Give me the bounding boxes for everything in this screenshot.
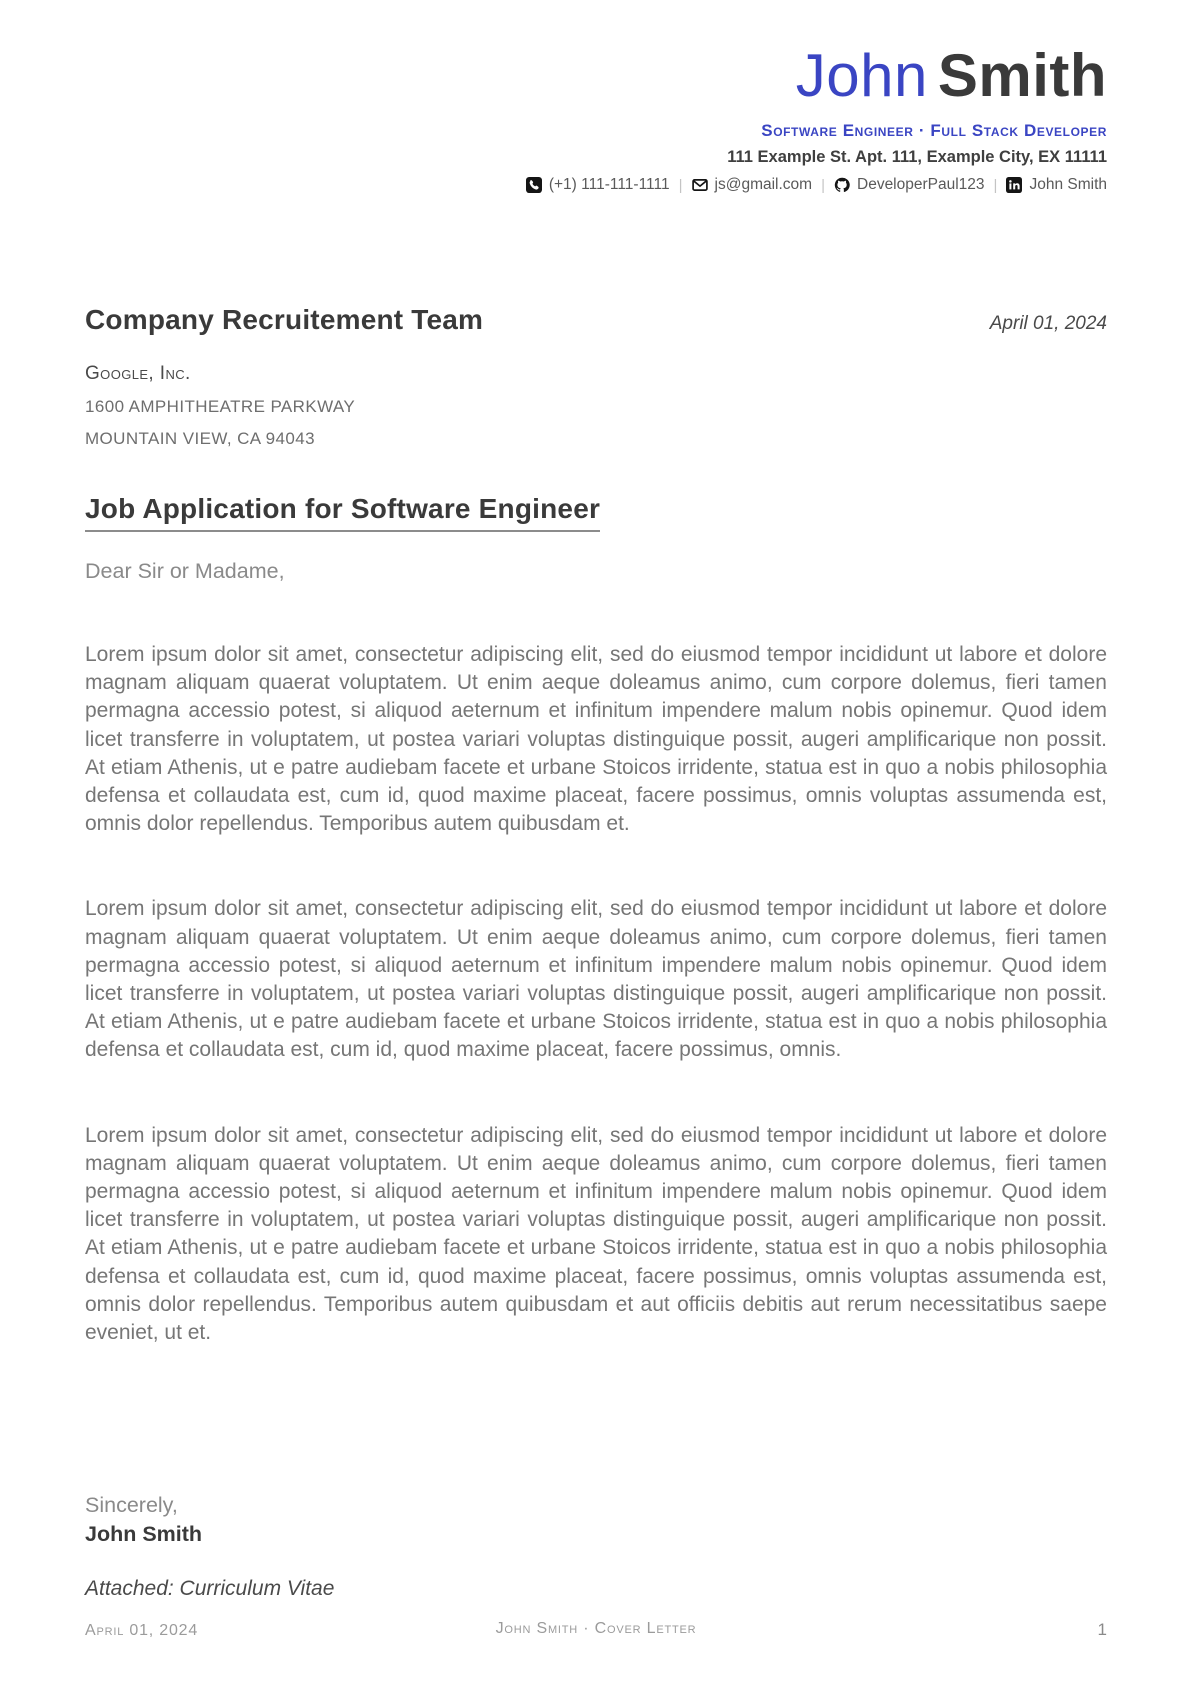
recipient-address-line: 1600 AMPHITHEATRE PARKWAY	[85, 397, 356, 416]
closing: Sincerely,	[85, 1493, 178, 1518]
github-icon	[834, 177, 850, 193]
contact-text: John Smith	[1029, 176, 1107, 193]
letter-body	[85, 641, 1107, 1347]
contact-item-github[interactable]	[834, 176, 985, 194]
contact-item-phone[interactable]	[526, 176, 670, 194]
contact-line	[85, 176, 1107, 194]
contact-item-envelope[interactable]	[692, 176, 813, 194]
last-name: Smith	[937, 42, 1107, 109]
contact-text: DeveloperPaul123	[857, 176, 985, 193]
contact-item-linkedin[interactable]	[1006, 176, 1107, 194]
contact-text: (+1) 111-111-1111	[548, 176, 670, 193]
recipient-company: Google, Inc.	[85, 363, 191, 384]
person-name	[85, 42, 1107, 109]
footer-doc-title: John Smith · Cover Letter	[495, 1620, 697, 1637]
footer-date: April 01, 2024	[85, 1622, 199, 1639]
body-paragraph: Lorem ipsum dolor sit amet, consectetur adipiscing elit, sed do eiusmod tempor incididunt ut labore et dolore magnam aliquam quaerat voluptatem. Ut enim aeque doleamus animo, cum corpore dolemus, fieri tamen permagna accessio potest, si aliquod aeternum et infinitum impendere malum nobis opinemur. Quod idem licet transferre in voluptatem, ut postea variari voluptas distinguique possit, augeri amplificarique non possit. At etiam Athenis, ut e patre audiebam facete et urbane Stoicos irridente, statua est in quo a nobis philosophia defensa et collaudata est, cum id, quod maxime placeat, facere possimus, omnis voluptas assumenda est, omnis dolor repellendus. Temporibus autem quibusdam et aut officiis debitis aut rerum necessitatibus saepe eveniet, ut et.	[85, 1123, 1107, 1345]
letter-date: April 01, 2024	[989, 313, 1107, 334]
header-address: 111 Example St. Apt. 111, Example City, EX 11111	[727, 148, 1107, 166]
body-paragraph: Lorem ipsum dolor sit amet, consectetur adipiscing elit, sed do eiusmod tempor incididunt ut labore et dolore magnam aliquam quaerat voluptatem. Ut enim aeque doleamus animo, cum corpore dolemus, fieri tamen permagna accessio potest, si aliquod aeternum et infinitum impendere malum nobis opinemur. Quod idem licet transferre in voluptatem, ut postea variari voluptas distinguique possit, augeri amplificarique non possit. At etiam Athenis, ut e patre audiebam facete et urbane Stoicos irridente, statua est in quo a nobis philosophia defensa et collaudata est, cum id, quod maxime placeat, facere possimus, omnis.	[85, 897, 1107, 1062]
contact-separator: |	[821, 176, 825, 194]
attachment-note: Attached: Curriculum Vitae	[85, 1577, 335, 1601]
salutation: Dear Sir or Madame,	[85, 559, 285, 583]
contact-text: js@gmail.com	[714, 176, 813, 193]
linkedin-icon	[1006, 177, 1022, 193]
body-paragraph: Lorem ipsum dolor sit amet, consectetur adipiscing elit, sed do eiusmod tempor incididunt ut labore et dolore magnam aliquam quaerat voluptatem. Ut enim aeque doleamus animo, cum corpore dolemus, fieri tamen permagna accessio potest, si aliquod aeternum et infinitum impendere malum nobis opinemur. Quod idem licet transferre in voluptatem, ut postea variari voluptas distinguique possit, augeri amplificarique non possit. At etiam Athenis, ut e patre audiebam facete et urbane Stoicos irridente, statua est in quo a nobis philosophia defensa et collaudata est, cum id, quod maxime placeat, facere possimus, omnis voluptas assumenda est, omnis dolor repellendus. Temporibus autem quibusdam et.	[85, 643, 1107, 836]
page-footer	[85, 1620, 1107, 1640]
recipient-row	[85, 304, 1107, 336]
contact-separator: |	[993, 176, 998, 194]
first-name: John	[795, 42, 928, 109]
phone-icon	[526, 177, 542, 193]
letter-title: Job Application for Software Engineer	[85, 493, 600, 532]
recipient-address	[85, 397, 1107, 449]
contact-separator: |	[678, 176, 683, 194]
header	[85, 42, 1107, 194]
envelope-icon	[692, 177, 708, 193]
footer-page-number: 1	[1097, 1620, 1107, 1639]
signature-name: John Smith	[85, 1522, 203, 1547]
recipient-title: Company Recruitement Team	[85, 304, 484, 335]
recipient-address-line: MOUNTAIN VIEW, CA 94043	[85, 429, 315, 448]
job-subtitle: Software Engineer · Full Stack Developer	[761, 121, 1107, 140]
